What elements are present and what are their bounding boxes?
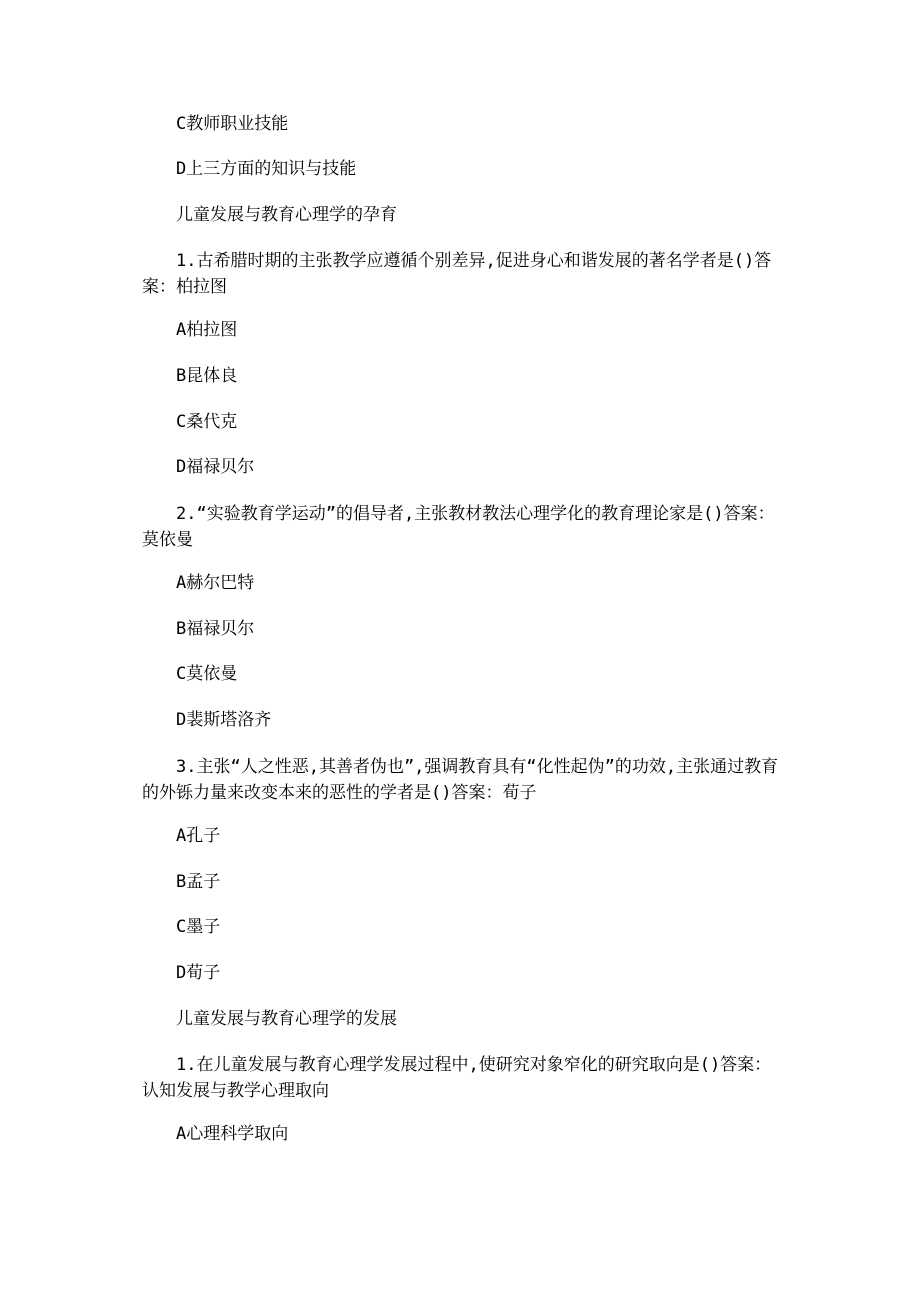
option-c-text: C莫依曼 (176, 664, 238, 684)
option-c-text: C教师职业技能 (176, 114, 289, 134)
option-d-text: D上三方面的知识与技能 (176, 159, 357, 179)
option-a-text: A赫尔巴特 (176, 573, 255, 593)
question-1: 1.在儿童发展与教育心理学发展过程中,使研究对象窄化的研究取向是()答案：认知发展与教学心理取向 (142, 1055, 772, 1101)
option-c-text: C桑代克 (176, 412, 238, 432)
section-heading: 儿童发展与教育心理学的发展 (176, 1009, 397, 1029)
section-heading: 儿童发展与教育心理学的孕育 (176, 205, 397, 225)
question-3: 3.主张“人之性恶,其善者伪也”,强调教育具有“化性起伪”的功效,主张通过教育的外铄力量来改变本来的恶性的学者是()答案：荀子 (142, 757, 779, 803)
option-b-text: B孟子 (176, 872, 221, 892)
option-a-text: A孔子 (176, 826, 221, 846)
option-a-text: A心理科学取向 (176, 1124, 289, 1144)
option-b-text: B福禄贝尔 (176, 619, 255, 639)
option-d-text: D荀子 (176, 963, 221, 983)
question-2: 2.“实验教育学运动”的倡导者,主张教材教法心理学化的教育理论家是()答案：莫依曼 (142, 504, 775, 550)
question-1: 1.古希腊时期的主张教学应遵循个别差异,促进身心和谐发展的著名学者是()答案：柏拉图 (142, 251, 772, 297)
option-b-text: B昆体良 (176, 366, 238, 386)
option-d-text: D福禄贝尔 (176, 457, 255, 477)
option-d-text: D裴斯塔洛齐 (176, 710, 272, 730)
option-c-text: C墨子 (176, 917, 221, 937)
option-a-text: A柏拉图 (176, 320, 238, 340)
